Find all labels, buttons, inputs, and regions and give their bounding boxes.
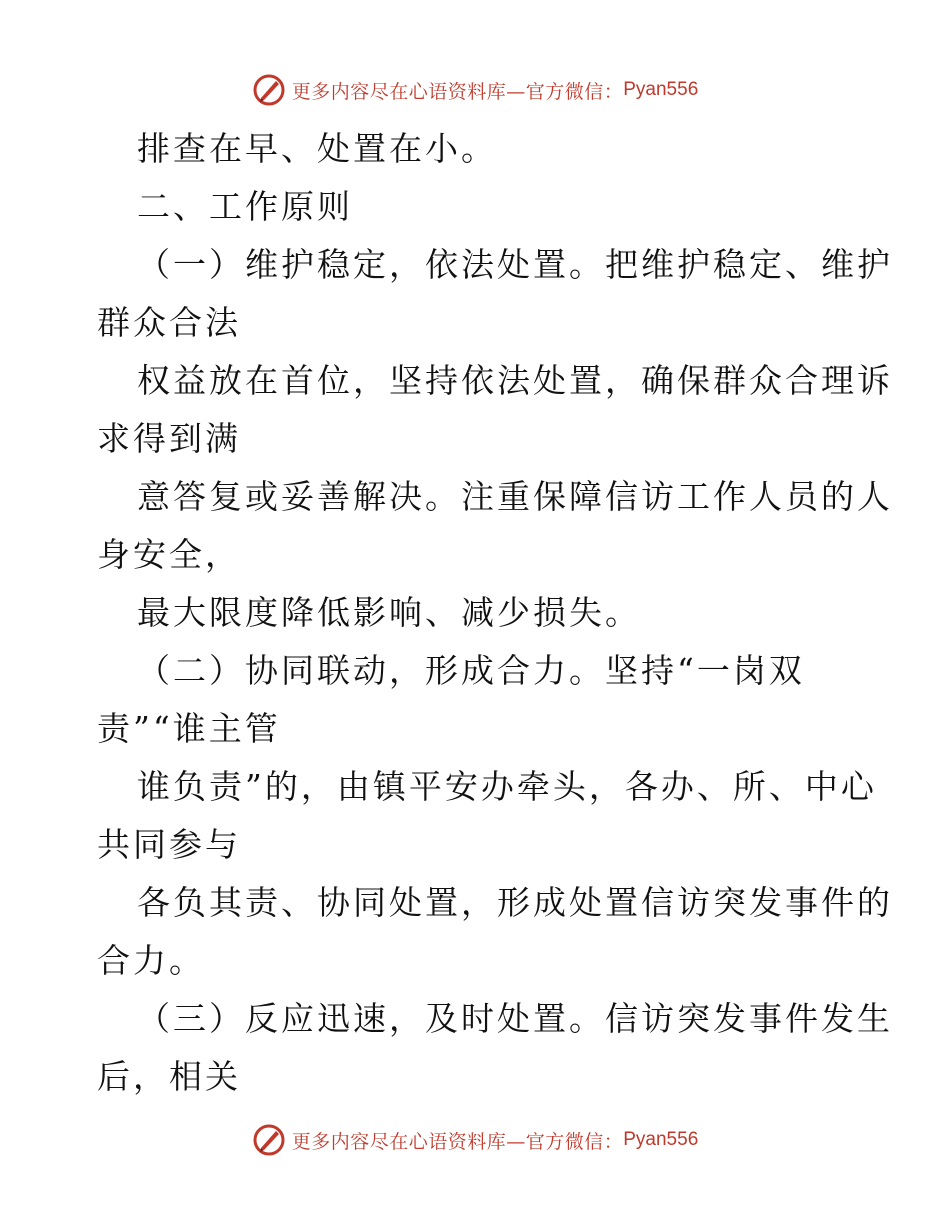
- header-banner: [0, 70, 950, 110]
- text-line: （二）协同联动，形成合力。坚持“一岗双: [137, 651, 805, 690]
- section-heading: 二、工作原则: [137, 187, 353, 226]
- text-line: 权益放在首位，坚持依法处置，确保群众合理诉: [137, 361, 893, 400]
- footer-banner: [0, 1120, 950, 1160]
- text-line: 群众合法: [97, 303, 241, 342]
- text-line: 求得到满: [97, 419, 241, 458]
- document-body: [97, 120, 893, 1106]
- banner-wechat-id: Pyan556: [623, 1129, 699, 1150]
- banner-text: 更多内容尽在心语资料库—官方微信：: [291, 80, 624, 103]
- text-line: 责”“谁主管: [97, 709, 281, 748]
- banner-wechat-id: Pyan556: [623, 79, 699, 100]
- text-line: 谁负责”的，由镇平安办牵头，各办、所、中心: [137, 767, 877, 806]
- pen-logo-icon: [252, 73, 286, 107]
- text-line: （一）维护稳定，依法处置。把维护稳定、维护: [137, 245, 893, 284]
- text-line: 最大限度降低影响、减少损失。: [137, 593, 641, 632]
- text-line: 共同参与: [97, 825, 241, 864]
- text-line: （三）反应迅速，及时处置。信访突发事件发生: [137, 999, 893, 1038]
- text-line: 后，相关: [97, 1057, 241, 1096]
- text-line: 排查在早、处置在小。: [137, 129, 497, 168]
- text-line: 身安全，: [97, 535, 241, 574]
- pen-logo-icon: [252, 1123, 286, 1157]
- banner-text: 更多内容尽在心语资料库—官方微信：: [291, 1130, 624, 1153]
- text-line: 合力。: [97, 941, 205, 980]
- text-line: 意答复或妥善解决。注重保障信访工作人员的人: [137, 477, 893, 516]
- text-line: 各负其责、协同处置，形成处置信访突发事件的: [137, 883, 893, 922]
